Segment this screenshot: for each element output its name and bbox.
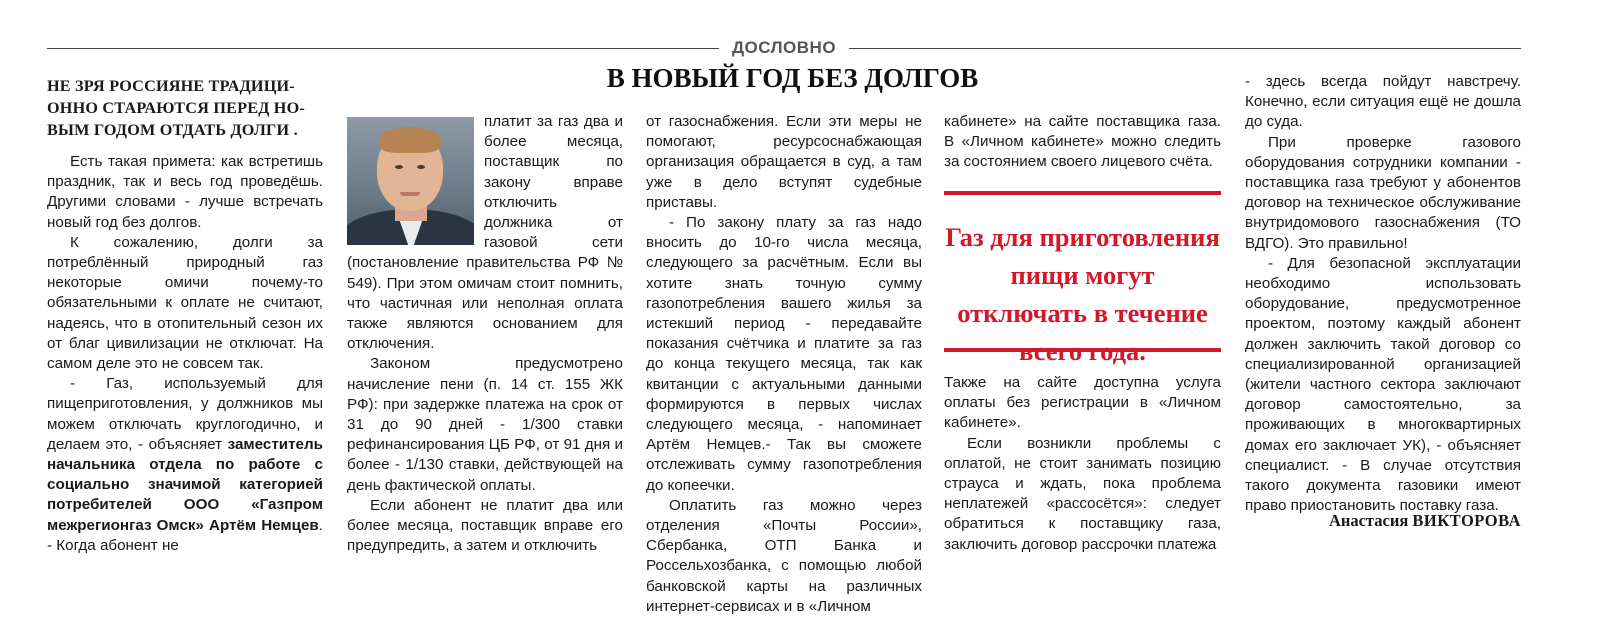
column-2 bbox=[347, 112, 623, 556]
lead-paragraph: НЕ ЗРЯ РОССИЯНЕ ТРАДИЦИ-ОННО СТАРАЮТСЯ ПЕРЕД НО-ВЫМ ГОДОМ ОТДАТЬ ДОЛГИ . bbox=[47, 77, 305, 139]
col3-paragraph-2: - По закону плату за газ надо вносить до 10-го числа месяца, следующего за расчётным. Если вы хотите знать точную сумму газопотребления вашего жилья за истекший период - передавайте показания счётчика и платите за газ до конца текущего месяца, так как квитанции с актуальными данными формируются в первых числах следующего месяца, - напоминает Артём Немцев.- Так вы сможете отслеживать сумму газопотребления до копеечки. bbox=[646, 214, 922, 494]
col4-paragraph-2: Также на сайте доступна услуга оплаты без регистрации в «Личном кабинете». bbox=[944, 374, 1221, 432]
callout-quote: Газ для приготовления пищи могут отключать в течение bbox=[945, 222, 1220, 328]
col1-p3-end: . - Когда абонент не bbox=[47, 516, 323, 554]
col1-paragraph-1: Есть такая примета: как встретишь праздник, так и весь год проведёшь. Другими словами - лучше встречать новый год без долгов. bbox=[47, 153, 323, 231]
col5-paragraph-2: При проверке газового оборудования сотрудники компании - поставщика газа требуют у абонентов договор на техническое обслуживание внутридомового газоснабжения (ТО ВДГО). Это правильно! bbox=[1245, 133, 1521, 252]
col2-paragraph-2: Законом предусмотрено начисление пени (п. 14 ст. 155 ЖК РФ): при задержке платежа на срок от 31 до 90 дней - 1/300 ставки рефинансирования ЦБ РФ, от 91 дня и более - 1/130 ставки, действующей на день фактической оплаты. bbox=[347, 355, 623, 494]
col4-paragraph-3: Если возникли проблемы с оплатой, не стоит занимать позицию страуса и ждать, пока проблема неплатежей «рассосётся»: следует обратиться к поставщику газа, заключить договор рассрочки платежа bbox=[944, 434, 1221, 553]
col1-p3-bold: заместитель начальника отдела по работе с социально значимой категорией потребителей ООО «Газпром межрегионгаз Омск» Артём Немцев bbox=[47, 435, 323, 534]
rubric-label: ДОСЛОВНО bbox=[731, 38, 837, 57]
col1-p3-start: - Газ, используемый для пищеприготовления, у должников мы можем отключать круглогодично, и делаем это, - объясняет bbox=[47, 375, 323, 453]
column-4-top bbox=[944, 112, 1221, 173]
callout-rule-top bbox=[944, 191, 1221, 195]
photo-wrap-space bbox=[347, 112, 484, 244]
signature-last-name: ВИКТОРОВА bbox=[1412, 511, 1521, 530]
column-5 bbox=[1245, 72, 1521, 516]
rubric-rule-left bbox=[47, 48, 719, 49]
column-3 bbox=[646, 112, 922, 617]
author-signature bbox=[1245, 511, 1521, 531]
col5-paragraph-3: - Для безопасной эксплуатации необходимо использовать оборудование, предусмотренное проектом, поэтому каждый абонент должен заключить такой договор со специализированной организацией (жители частного сектора заключают договор самостоятельно, за проживающих в многоквартирных домах его заключает УК), - объясняет специалист. - В случае отсутствия такого документа газовики имеют право приостановить поставку газа. bbox=[1245, 254, 1521, 515]
article-headline: В НОВЫЙ ГОД БЕЗ ДОЛГОВ bbox=[606, 63, 979, 93]
col4-paragraph-1: кабинете» на сайте поставщика газа. В «Личном кабинете» можно следить за состоянием своего лицевого счёта. bbox=[944, 113, 1221, 171]
signature-first-name: Анастасия bbox=[1328, 511, 1409, 530]
col1-paragraph-3 bbox=[47, 374, 323, 556]
col2-paragraph-1 bbox=[347, 112, 623, 354]
col3-paragraph-3: Оплатить газ можно через отделения «Почты России», Сбербанка, ОТП Банка и Россельхозбанка, с помощью любой банковской карты на различных интернет-сервисах и в «Личном bbox=[646, 496, 922, 615]
col1-paragraph-2: К сожалению, долги за потреблённый природный газ некоторые омичи почему-то обязательными к оплате не считают, надеясь, что в отопительный сезон их от благ цивилизации не отключат. На самом деле это не совсем так. bbox=[47, 233, 323, 373]
column-4-bottom bbox=[944, 373, 1221, 555]
column-1 bbox=[47, 152, 323, 556]
col2-p1-text: платит за газ два и более месяца, поставщик по закону вправе отключить должника от газовой сети (постановление правительства РФ № 549). При этом омичам стоит помнить, что частичная или неполная оплата также являются основанием для отключения. bbox=[347, 113, 623, 353]
col5-paragraph-1: - здесь всегда пойдут навстречу. Конечно, если ситуация ещё не дошла до суда. bbox=[1245, 73, 1521, 131]
callout-rule-bottom bbox=[944, 348, 1221, 352]
col3-paragraph-1: от газоснабжения. Если эти меры не помогают, ресурсоснабжающая организация обращается в суд, а там уже в дело вступят судебные приставы. bbox=[646, 113, 922, 211]
rubric-rule-right bbox=[849, 48, 1521, 49]
col2-paragraph-3: Если абонент не платит два или более месяца, поставщик вправе его предупредить, а затем и отключить bbox=[347, 496, 623, 555]
